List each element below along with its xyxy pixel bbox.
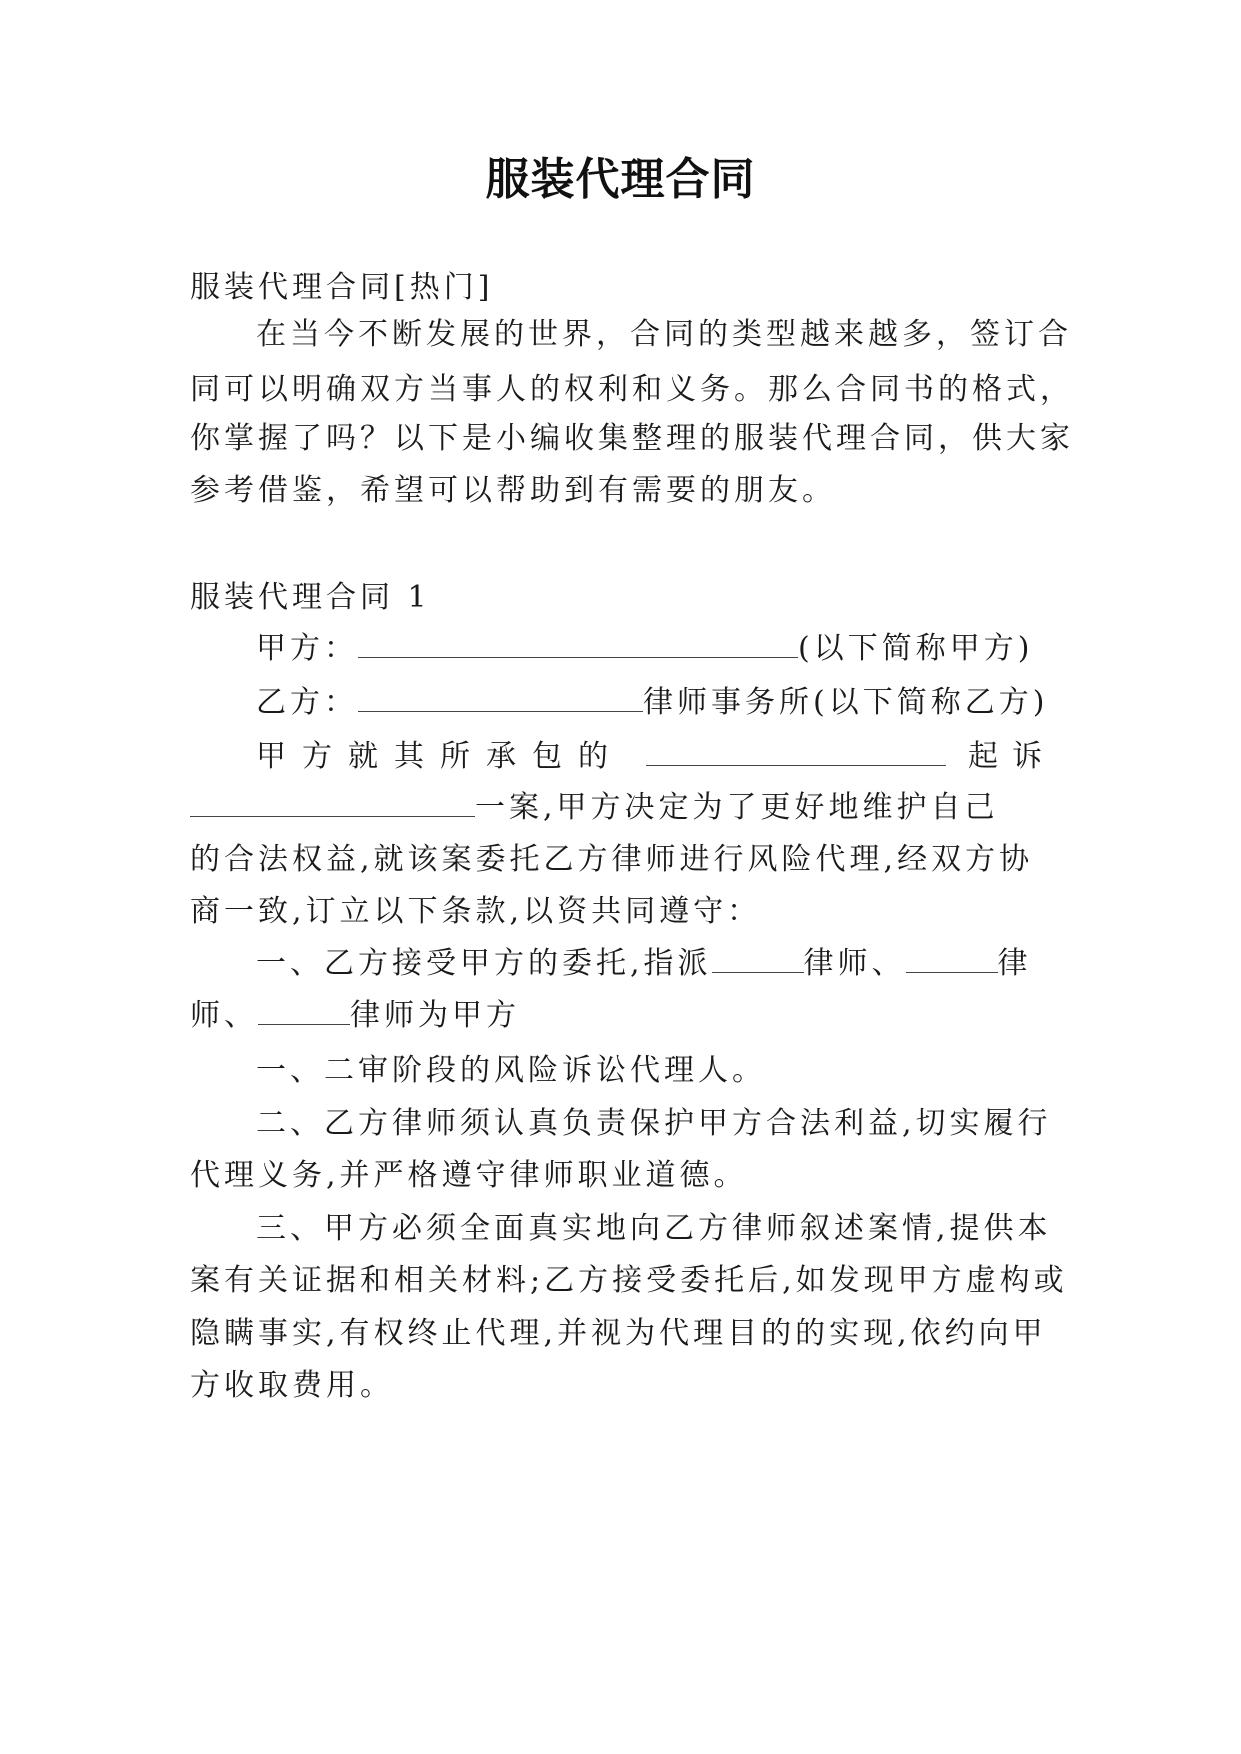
clause2-line-2: 代理义务,并严格遵守律师职业道德。 — [190, 1158, 748, 1193]
clause1-blank-3 — [258, 994, 350, 1025]
intro-line-3: 你掌握了吗？以下是小编收集整理的服装代理合同，供大家 — [190, 421, 1074, 456]
clause1b-line: 一、二审阶段的风险诉讼代理人。 — [256, 1053, 766, 1088]
clause3-line-4: 方收取费用。 — [190, 1368, 394, 1403]
case-line1-suffix: 起诉 — [968, 739, 1056, 774]
case-line-4: 商一致,订立以下条款,以资共同遵守： — [190, 894, 762, 929]
party-b-blank — [358, 681, 643, 712]
case-line-2 — [190, 786, 1056, 830]
case-blank-2 — [190, 786, 475, 817]
intro-line-2: 同可以明确双方当事人的权利和义务。那么合同书的格式， — [190, 372, 1074, 407]
clause1-line-2 — [190, 994, 1056, 1038]
clause1-end: 律 — [997, 946, 1032, 981]
case-line-1 — [256, 735, 1056, 779]
party-a-suffix: (以下简称甲方) — [798, 631, 1034, 666]
clause1-line-1 — [256, 942, 1056, 986]
party-b-line — [256, 681, 1056, 725]
clause1-line2-suffix: 律师为甲方 — [350, 998, 520, 1033]
clause1-mid: 律师、 — [803, 946, 906, 981]
intro-line-1: 在当今不断发展的世界，合同的类型越来越多，签订合 — [256, 317, 1072, 352]
case-line-3: 的合法权益,就该案委托乙方律师进行风险代理,经双方协 — [190, 842, 1034, 877]
intro-line-4: 参考借鉴，希望可以帮助到有需要的朋友。 — [190, 473, 836, 508]
party-a-line — [256, 627, 1056, 671]
section-heading: 服装代理合同 1 — [190, 580, 431, 615]
clause2-line-1: 二、乙方律师须认真负责保护甲方合法利益,切实履行 — [256, 1106, 1052, 1141]
party-b-suffix: 律师事务所(以下简称乙方) — [643, 685, 1049, 720]
clause3-line-3: 隐瞒事实,有权终止代理,并视为代理目的的实现,依约向甲 — [190, 1316, 1047, 1351]
clause1-line2-prefix: 师、 — [190, 998, 258, 1033]
document-title: 服装代理合同 — [485, 154, 756, 205]
party-a-label: 甲方： — [256, 631, 358, 666]
clause3-line-2: 案有关证据和相关材料;乙方接受委托后,如发现甲方虚构或 — [190, 1263, 1068, 1298]
party-b-label: 乙方： — [256, 685, 358, 720]
case-line2-suffix: 一案,甲方决定为了更好地维护自己 — [475, 790, 999, 825]
case-line1-prefix: 甲方就其所承包的 — [256, 739, 624, 774]
case-blank-1 — [646, 735, 946, 766]
clause1-blank-1 — [712, 942, 804, 973]
clause1-blank-2 — [906, 942, 998, 973]
party-a-blank — [358, 627, 798, 658]
clause3-line-1: 三、甲方必须全面真实地向乙方律师叙述案情,提供本 — [256, 1211, 1052, 1246]
document-subtitle: 服装代理合同[热门] — [190, 270, 494, 305]
clause1-prefix: 一、乙方接受甲方的委托,指派 — [256, 946, 712, 981]
